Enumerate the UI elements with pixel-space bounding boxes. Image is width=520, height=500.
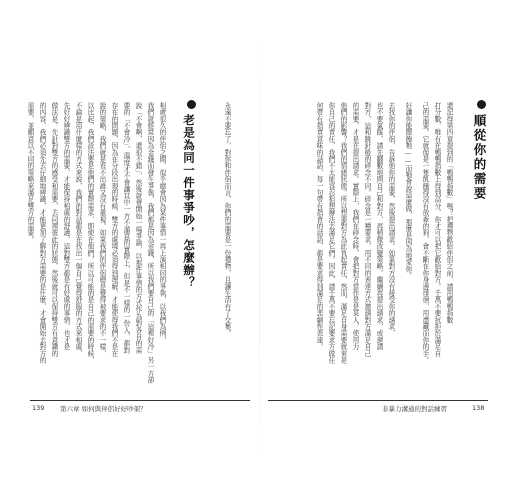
right-paragraph: 對方，這和跳針般的碎念不同。碎念是一種要求，用不同的表達方式邀請對方滿足自己 <box>363 102 371 357</box>
heading-bullet-icon <box>477 100 486 109</box>
left-paragraph: 說「不會啊，還很不錯」，然後就會開始一場爭論，以那件事情的方式作為對各自的需 <box>134 102 142 354</box>
right-paragraph: 他們的影響？我們的情緒狀態。所以想要對方為此負起責任，然而，滿足自身需要就來是 <box>339 102 347 364</box>
left-paragraph: 需要，並願意以不同的策略來滿足雙方的需要。 <box>26 102 34 243</box>
right-heading: 順從你的需要 <box>472 114 487 201</box>
left-paragraph: 做法是。先針對雙方的感受和需要，去同理彼此的狀態，然後就可以保持雙方有意識的 <box>50 102 58 357</box>
left-paragraph: 說的策略，我們就是看不出誰又沒有重視。如果我們的伴侶總是覺得被要求的不一樣， <box>98 102 106 357</box>
left-paragraph: 存在的問題，因為在分段出現的時候，雙方的處境必須得到理解，才能使得我們不是在 <box>110 102 118 357</box>
right-paragraph: 去找你的伴侶，告訴他你的需要，然後提出請求。如果對方沒有接受你的請求， <box>387 102 395 337</box>
right-paragraph: 何帶有指責意味的話語，每一句帶有指責的話語，都是要求得到滿足的悲劇性表達。 <box>315 102 323 350</box>
left-paragraph: 先好好辨識雙方的需要，才能保持相處的舒適，這對雙方都是有好處的事情，也才是 <box>62 102 70 350</box>
right-paragraph: 還記得第四章提到的「鴨鴨指數」嗎？把禮物歡給伴侶之前，請用鴨鴨指數 <box>445 102 453 324</box>
left-paragraph: 的內容，我們必須先去仔細地辨識，才能更加了解對方需要的是什麼，才會開始去對方的 <box>38 102 46 364</box>
page-gutter <box>259 40 260 460</box>
left-paragraph: 相處很久的伴侶之間，似乎總會因為某件事情一再上演相同的爭執，以我們為例， <box>158 102 166 344</box>
left-paragraph: 我們就經常因為金錢而發生爭執。我們都是因為金錢，所以我們要自己的「這裡好冷」另一方卻 <box>146 102 154 384</box>
right-paragraph: 好讓你能餵飽牠——而牠會說這麼做，那麼是因為地愛你。 <box>404 102 412 279</box>
left-heading: 老是為同一件事爭吵，怎麼辦？ <box>182 114 196 289</box>
right-paragraph: 的需要，才是在提出請求。實際上，我們在碎念時，會把對方當作是是某人，使用力 <box>351 102 359 350</box>
left-footer-title: 第六章 如何與伴侶好好吵架？ <box>60 405 147 413</box>
left-intro-paragraph: 永遠不要忘了，對你和伴侶而言，你們的需要是一份禮物，且讓生活有了交集。 <box>223 102 231 337</box>
right-paragraph: 己的需要。它就像是一隻飢餓得沒有放牽的狗，會不斷在你身邊徘徊，用盡藏而你的手。 <box>421 102 429 364</box>
right-footer-rule <box>268 400 488 401</box>
left-footer-rule <box>30 400 250 401</box>
heading-bullet-icon <box>187 100 196 109</box>
right-paragraph: 也不要氣餒，請先翻數地問自己和對方，再稍微改變策略，繼續再提出請求，或邀請 <box>375 102 383 350</box>
left-paragraph: 要的「不會冷」，溫度才不會讓其中一方不滿意的實際上，但是不一樣的一份人，都對 <box>122 102 130 354</box>
right-paragraph: 你自己的責任，我們不太能容忍狙想辦法去滿足它們。因此，請千萬不要忘記要求方做任 <box>327 102 335 364</box>
left-paragraph: 以比起，我們設法要是他們的實際需求，即便在他們，所以可能的是自己的需要的時候， <box>86 102 94 364</box>
left-paragraph: 不論是用什麼樣的方式來說，我們的對話都是在找出一個自己覺得舒服的方式來相處， <box>74 102 82 357</box>
right-paragraph: 打分數，唯有在鴨鴨指數上得到高分，你才可以把它歡給對方。千萬不要抗拒於滿足自 <box>433 102 441 357</box>
right-footer-title: 非暴力溝通的對話練習 <box>382 405 447 413</box>
left-page-number: 139 <box>32 404 45 412</box>
right-page-number: 138 <box>472 404 485 412</box>
